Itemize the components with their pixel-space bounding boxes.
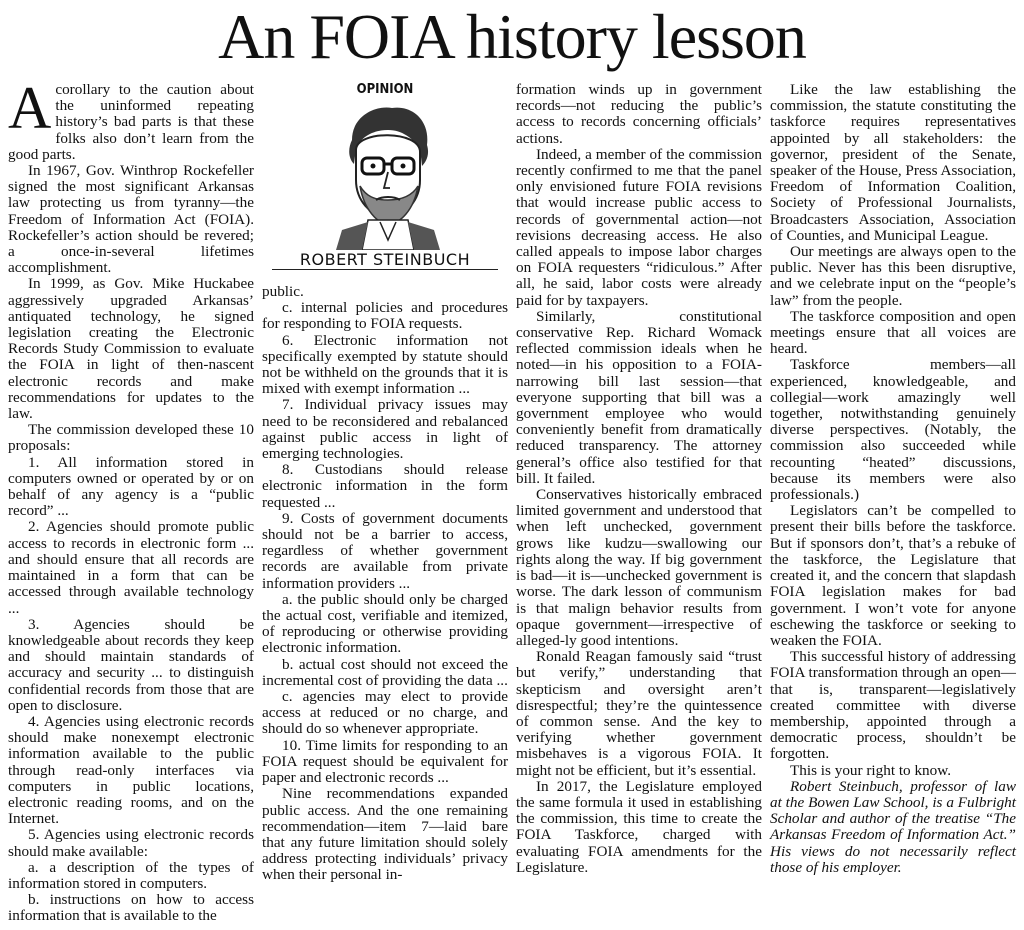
opinion-label: OPINION — [356, 82, 414, 97]
paragraph: 9. Costs of government documents should not be a barrier to access, regardless of whether government records are available from private information providers ... — [262, 509, 508, 592]
paragraph: public. — [262, 283, 304, 300]
paragraph: Indeed, a member of the commission recently confirmed to me that the panel only envisioned future FOIA revisions that would increase public access to records of governmental action—not revisions decreasing access. He also called appeals to impose labor charges on FOIA requesters “ridiculous.” After all, he said, labor costs were already paid for by taxpayers. — [516, 145, 762, 309]
paragraph: Conservatives historically embraced limited government and understood that when left unchecked, government grows like kudzu—swallowing our rights along the way. If big government is bad—it is—unchecked government is worse. The dark lesson of communism is that malign behavior results from opaque government—irrespective of alleged-ly good intentions. — [516, 486, 762, 649]
paragraph: Similarly, constitutional conservative Rep. Richard Womack reflected commission ideals when he noted—in his opposition to a FOIA-narrowing bill last session—that everyone supporting that bill was a government employee who would conveniently benefit from dramatically reduced transparency. The attorney general’s office also testified for that bill. It failed. — [516, 307, 762, 487]
paragraph: a. the public should only be charged the actual cost, verifiable and itemized, of reproducing or otherwise providing electronic information. — [262, 590, 508, 657]
paragraph: This is your right to know. — [790, 761, 952, 779]
opinion-box — [262, 82, 508, 278]
paragraph: 10. Time limits for responding to an FOIA request should be equivalent for paper and electronic records ... — [262, 736, 508, 787]
paragraph: Our meetings are always open to the public. Never has this been disruptive, and we celebrate input on the “people’s law” from the people. — [770, 243, 1016, 309]
paragraph: 4. Agencies using electronic records should make nonexempt electronic information available to the public through read-only interfaces via computers in public locations, electronic reading rooms, and on the Internet. — [8, 712, 254, 828]
column-4 — [770, 82, 1016, 876]
paragraph: The commission developed these 10 proposals: — [8, 421, 254, 455]
paragraph: 1. All information stored in computers owned or operated by or on behalf of any agency is a “public record” ... — [8, 453, 254, 520]
paragraph: b. instructions on how to access information that is available to the — [8, 891, 254, 925]
paragraph: Legislators can’t be compelled to present their bills before the taskforce. But if sponsors don’t, that’s a rebuke of the taskforce, the Legislature that created it, and the concern that slapdash FOIA legislation makes for bad government. I won’t vote for anyone eschewing the taskforce or seeking to weaken the FOIA. — [770, 502, 1016, 649]
paragraph: In 1999, as Gov. Mike Huckabee aggressively upgraded Arkansas’ antiquated technology, he signed legislation creating the Electronic Records Study Commission to evaluate the FOIA in light of then-nascent electronic records and make recommendations for updates to the law. — [8, 275, 254, 423]
paragraph: c. internal policies and procedures for responding to FOIA requests. — [262, 299, 508, 333]
author-bio: Robert Steinbuch, professor of law at the Bowen Law School, is a Fulbright Scholar and author of the treatise “The Arkansas Freedom of Information Act.” His views do not necessarily reflect those of his employer. — [770, 777, 1016, 876]
paragraph: 6. Electronic information not specifically exempted by statute should not be withheld on the grounds that it is mixed with exempt information ... — [262, 331, 508, 398]
column-1 — [8, 75, 254, 925]
headline: An FOIA history lesson — [218, 1, 806, 72]
paragraph: In 2017, the Legislature employed the same formula it used in establishing the commission, this time to create the FOIA Taskforce, charged with evaluating FOIA amendments for the Legislature. — [516, 777, 762, 876]
paragraph: 8. Custodians should release electronic information in the form requested ... — [262, 461, 508, 511]
paragraph: 5. Agencies using electronic records should make available: — [8, 826, 254, 860]
author-portrait-illustration — [322, 100, 452, 250]
paragraph: a. a description of the types of information stored in computers. — [8, 858, 254, 892]
column-3 — [516, 82, 762, 876]
paragraph: In 1967, Gov. Winthrop Rockefeller signed the most significant Arkansas law protecting us from tyranny—the Freedom of Information Act (FOIA). Rockefeller’s action should be revered; a once-in-several lifetimes accomplishment. — [8, 162, 254, 277]
paragraph: Like the law establishing the commission, the statute constituting the taskforce requires representatives appointed by all stakeholders: the governor, president of the Senate, speaker of the House, Press Association, Freedom of Information Coalition, Society of Professional Journalists, Broadcasters Association, Association of Counties, and Municipal League. — [770, 81, 1016, 244]
paragraph-text: corollary to the caution about the uninformed repeating history’s bad parts is that these folks also don’t learn from the good parts. — [8, 81, 254, 163]
paragraph: Taskforce members—all experienced, knowledgeable, and collegial—work amazingly well together, notwithstanding genuinely diverse perspectives. (Notably, the commission also succeeded while recounting “heated” discussions, because its members were also professionals.) — [770, 356, 1016, 504]
byline: ROBERT STEINBUCH — [299, 250, 471, 269]
paragraph: This successful history of addressing FOIA transformation through an open—that is, transparent—legislatively created committee with diverse membership, appointed through a democratic process, shouldn’t be forgotten. — [770, 648, 1016, 763]
divider — [272, 269, 498, 270]
paragraph — [8, 75, 254, 163]
paragraph: Nine recommendations expanded public access. And the one remaining recommendation—item 7—laid bare that any future limitation should solely address protecting individuals’ privacy when their personal in- — [262, 785, 508, 884]
paragraph: 2. Agencies should promote public access to records in electronic form ... and should ensure that all records are maintained in a form that can be accessed through available technology ... — [8, 518, 254, 617]
paragraph: 7. Individual privacy issues may need to be reconsidered and rebalanced against public access in light of emerging technologies. — [262, 396, 508, 463]
paragraph: b. actual cost should not exceed the incremental cost of providing the data ... — [262, 655, 508, 689]
paragraph: formation winds up in government records—not reducing the public’s access to records concerning officials’ actions. — [516, 81, 762, 147]
paragraph: Ronald Reagan famously said “trust but verify,” understanding that skepticism and oversight aren’t disrespectful; they’re the quintessence of common sense. And the key to verifying whether government misbehaves is a vigorous FOIA. It might not be efficient, but it’s essential. — [516, 648, 762, 779]
paragraph: c. agencies may elect to provide access at reduced or no charge, and should do so whenever appropriate. — [262, 688, 508, 738]
column-2 — [262, 284, 508, 884]
paragraph: 3. Agencies should be knowledgeable about records they keep and should maintain standards of accuracy and security ... to distinguish confidential records from those that are open to disclosure. — [8, 615, 254, 714]
paragraph: The taskforce composition and open meetings ensure that all voices are heard. — [770, 307, 1016, 358]
drop-cap: A — [8, 75, 52, 141]
